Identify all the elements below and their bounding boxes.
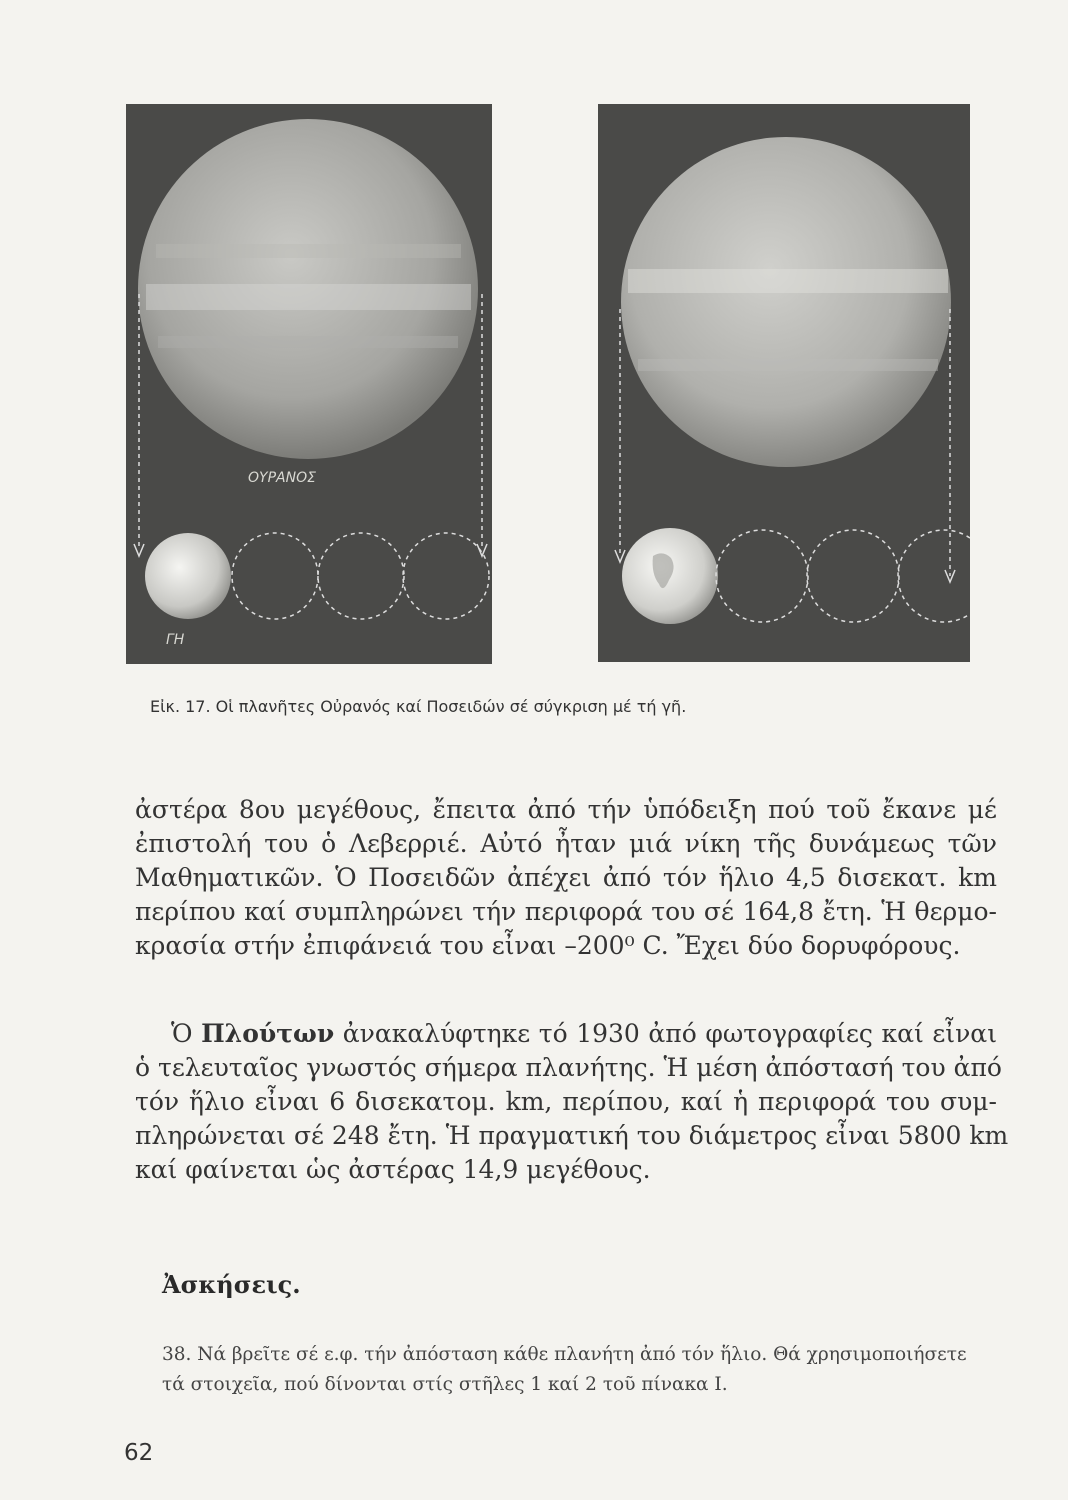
- neptune-band: [628, 269, 948, 293]
- earth-disc: [145, 533, 231, 619]
- text-line: ὁ τελευταῖος γνωστός σήμερα πλανήτης. Ἡ μέση ἀπόστασή του ἀπό: [135, 1053, 1002, 1082]
- text-line: πληρώνεται σέ 248 ἔτη. Ἡ πραγματική του διάμετρος εἶναι 5800 km: [135, 1121, 1009, 1150]
- uranus-label: ΟΥΡΑΝΟΣ: [248, 470, 316, 486]
- text-line: ἐπιστολή του ὁ Λεβερριέ. Αὐτό ἦταν μιά νίκη τῆς δυνάμεως τῶν: [135, 829, 997, 858]
- paragraph-neptune: [135, 793, 997, 963]
- figure-caption: Εἰκ. 17. Οἱ πλανῆτες Οὐρανός καί Ποσειδών σέ σύγκριση μέ τή γῆ.: [150, 697, 687, 716]
- earth-outline: [403, 533, 489, 619]
- earth-outline: [898, 530, 970, 622]
- uranus-band: [156, 244, 461, 258]
- earth-outline: [318, 533, 404, 619]
- earth-outline: [807, 530, 899, 622]
- paragraph-pluto: [135, 1017, 1009, 1187]
- pluto-term: Πλούτων: [201, 1019, 335, 1048]
- figure-uranus-panel: [126, 104, 492, 664]
- exercise-38: 38. Νά βρεῖτε σέ ε.φ. τήν ἀπόσταση κάθε πλανήτη ἀπό τόν ἥλιο. Θά χρησιμοποιήσετε τά στοιχεῖα, πού δίνονται στίς στῆλες 1 καί 2 τοῦ πίνακα Ι.: [162, 1344, 967, 1395]
- text-line: καί φαίνεται ὡς ἀστέρας 14,9 μεγέθους.: [135, 1155, 651, 1184]
- neptune-disc: [621, 137, 951, 467]
- text-line: Μαθηματικῶν. Ὁ Ποσειδῶν ἀπέχει ἀπό τόν ἥλιο 4,5 δισεκατ. km: [135, 863, 997, 892]
- text-fragment: ἀνακαλύφτηκε τό 1930 ἀπό φωτογραφίες καί εἶναι: [334, 1019, 997, 1048]
- uranus-band: [146, 284, 471, 310]
- text-fragment: Ὁ: [171, 1019, 202, 1048]
- earth-outline: [232, 533, 318, 619]
- text-line: ἀστέρα 8ου μεγέθους, ἔπειτα ἀπό τήν ὑπόδειξη πού τοῦ ἔκανε μέ: [135, 795, 997, 824]
- earth-outline: [716, 530, 808, 622]
- uranus-band: [158, 336, 458, 348]
- text-line: περίπου καί συμπληρώνει τήν περιφορά του σέ 164,8 ἔτη. Ἡ θερμο-: [135, 897, 997, 926]
- text-line: [135, 1017, 997, 1051]
- figure-neptune-panel: [598, 104, 970, 662]
- text-line: τόν ἥλιο εἶναι 6 δισεκατομ. km, περίπου, καί ἡ περιφορά του συμ-: [135, 1087, 997, 1116]
- earth-label: ΓΗ: [166, 632, 185, 648]
- text-line: κρασία στήν ἐπιφάνειά του εἶναι –200⁰ C. Ἔχει δύο δορυφόρους.: [135, 931, 961, 960]
- page-number: 62: [124, 1440, 154, 1466]
- exercises-heading: Ἀσκήσεις.: [162, 1270, 301, 1299]
- neptune-band: [638, 359, 938, 371]
